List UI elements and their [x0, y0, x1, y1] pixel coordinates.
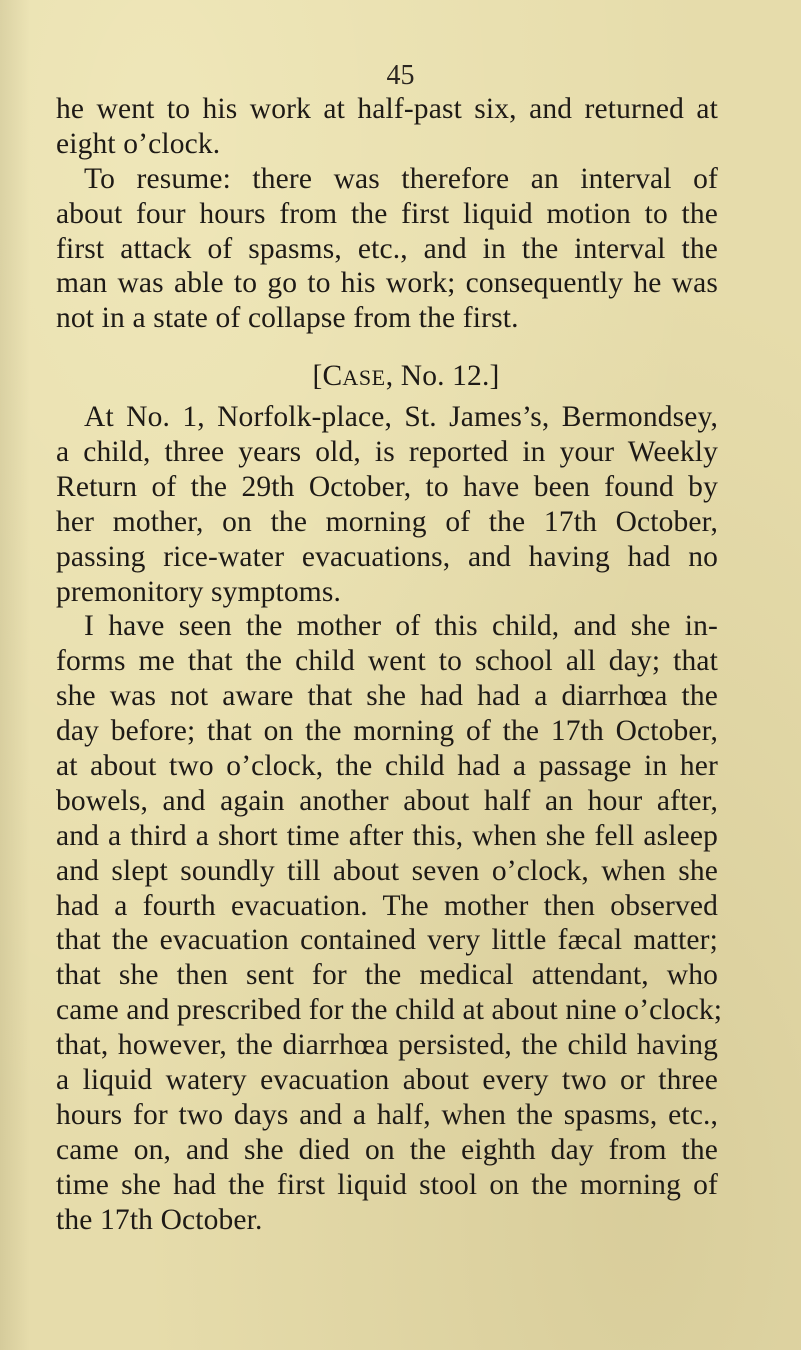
text-line: forms me that the child went to school all day; that — [56, 645, 718, 678]
text-line: eight o’clock. — [56, 127, 221, 160]
body-text — [56, 92, 723, 1238]
text-line: her mother, on the morning of the 17th October, — [56, 505, 718, 538]
text-line: first attack of spasms, etc., and in the interval the — [56, 232, 718, 265]
text-line: had a fourth evacuation. The mother then observed — [56, 889, 718, 922]
paragraph-2 — [56, 162, 718, 336]
text-line: time she had the first liquid stool on the morning of — [56, 1168, 718, 1201]
text-line: day before; that on the morning of the 17th October, — [56, 715, 718, 748]
paragraph-3 — [56, 400, 718, 609]
page-edge-shadow — [0, 0, 30, 1350]
text-line: bowels, and again another about half an hour after, — [56, 784, 718, 817]
heading-case-number: , No. 12.] — [385, 360, 500, 393]
text-line: At No. 1, Norfolk-place, St. James’s, Bermondsey, — [84, 401, 718, 434]
text-line: a child, three years old, is reported in your Weekly — [56, 436, 718, 469]
text-line: and a third a short time after this, when she fell asleep — [56, 819, 718, 852]
case-heading — [56, 359, 718, 394]
heading-open-bracket: [ — [312, 360, 323, 393]
text-line: a liquid watery evacuation about every two or three — [56, 1064, 718, 1097]
text-line: came on, and she died on the eighth day from the — [56, 1133, 718, 1166]
heading-case-initial: C — [322, 360, 343, 393]
text-line: passing rice-water evacuations, and having had no — [56, 540, 718, 573]
text-line: To resume: there was therefore an interval of — [84, 162, 718, 195]
paragraph-1 — [56, 92, 718, 162]
text-line: she was not aware that she had had a diarrhœa the — [56, 680, 718, 713]
text-line: not in a state of collapse from the first. — [56, 302, 519, 335]
text-line: at about two o’clock, the child had a passage in her — [56, 750, 718, 783]
text-line: came and prescribed for the child at about nine o’clock; — [56, 994, 723, 1027]
text-line: that the evacuation contained very little fæcal matter; — [56, 924, 718, 957]
text-line: that, however, the diarrhœa persisted, the child having — [56, 1029, 718, 1062]
heading-case-rest: ASE — [342, 365, 386, 391]
text-line: about four hours from the first liquid motion to the — [56, 197, 718, 230]
text-line: man was able to go to his work; consequently he was — [56, 267, 718, 300]
text-line: hours for two days and a half, when the spasms, etc., — [56, 1098, 718, 1131]
text-line: premonitory symptoms. — [56, 575, 342, 608]
text-line: Return of the 29th October, to have been found by — [56, 470, 718, 503]
paragraph-4 — [56, 609, 723, 1237]
text-line: the 17th October. — [56, 1203, 263, 1236]
page-number: 45 — [386, 60, 415, 91]
text-line: he went to his work at half-past six, and returned at — [56, 93, 718, 125]
text-line: and slept soundly till about seven o’clock, when she — [56, 854, 718, 887]
text-line: I have seen the mother of this child, and she in- — [84, 610, 718, 643]
text-line: that she then sent for the medical attendant, who — [56, 959, 718, 992]
